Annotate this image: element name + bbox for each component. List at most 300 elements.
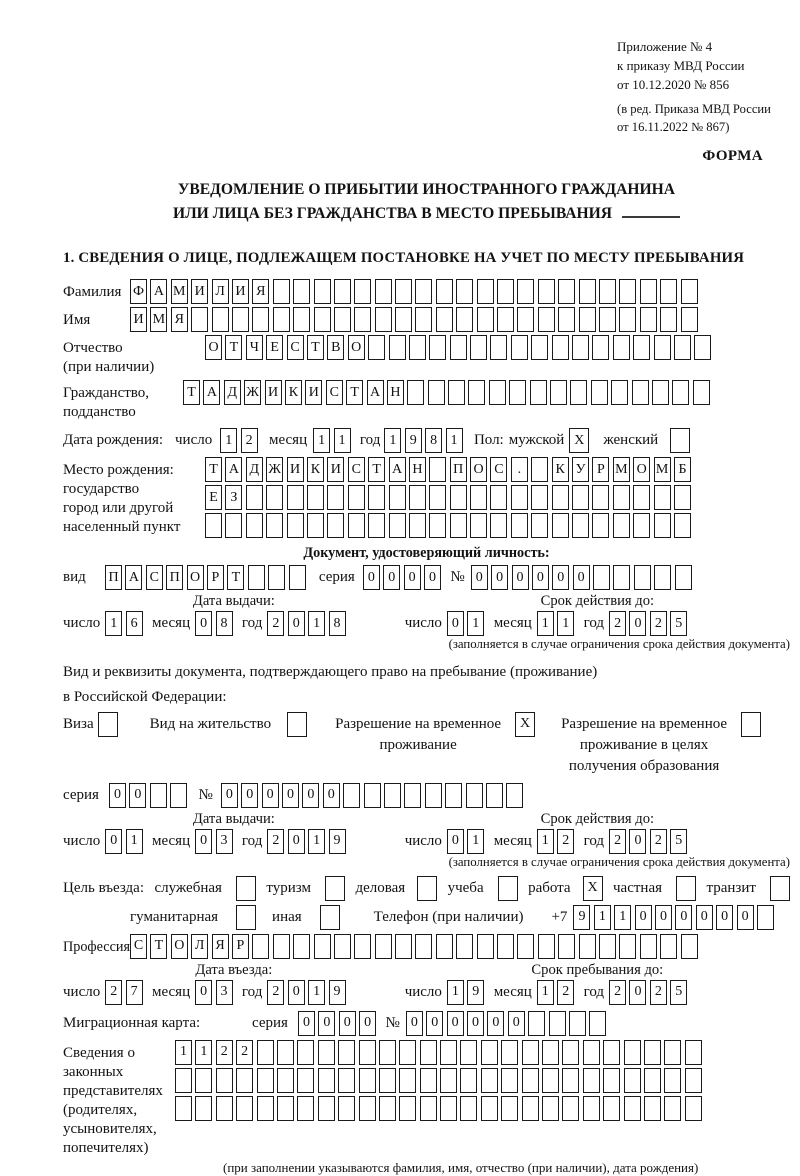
- char-cell[interactable]: М: [654, 457, 671, 482]
- char-cell[interactable]: [395, 934, 412, 959]
- char-cell[interactable]: [497, 279, 514, 304]
- char-cell[interactable]: [611, 380, 628, 405]
- char-cell[interactable]: [445, 783, 462, 808]
- char-cell[interactable]: 0: [298, 1011, 315, 1036]
- char-cell[interactable]: [624, 1040, 641, 1065]
- char-cell[interactable]: [293, 934, 310, 959]
- char-cell[interactable]: [277, 1068, 294, 1093]
- char-cell[interactable]: [170, 783, 187, 808]
- char-cell[interactable]: 0: [241, 783, 258, 808]
- char-cell[interactable]: [425, 783, 442, 808]
- char-cell[interactable]: М: [150, 307, 167, 332]
- char-cell[interactable]: [477, 307, 494, 332]
- char-cell[interactable]: [318, 1068, 335, 1093]
- char-cell[interactable]: [693, 380, 710, 405]
- char-cell[interactable]: [364, 783, 381, 808]
- char-cell[interactable]: [542, 1040, 559, 1065]
- char-cell[interactable]: 2: [650, 980, 667, 1005]
- char-cell[interactable]: [289, 565, 306, 590]
- char-cell[interactable]: [599, 279, 616, 304]
- char-cell[interactable]: [415, 934, 432, 959]
- char-cell[interactable]: [531, 513, 548, 538]
- char-cell[interactable]: 0: [696, 905, 713, 930]
- char-cell[interactable]: [334, 934, 351, 959]
- char-cell[interactable]: [450, 485, 467, 510]
- char-cell[interactable]: [583, 1096, 600, 1121]
- char-cell[interactable]: [277, 1096, 294, 1121]
- char-cell[interactable]: [436, 934, 453, 959]
- char-cell[interactable]: [538, 279, 555, 304]
- char-cell[interactable]: И: [265, 380, 282, 405]
- purpose-transit-checkbox[interactable]: [770, 876, 790, 901]
- char-cell[interactable]: С: [287, 335, 304, 360]
- char-cell[interactable]: [511, 485, 528, 510]
- char-cell[interactable]: 1: [195, 1040, 212, 1065]
- char-cell[interactable]: [640, 934, 657, 959]
- char-cell[interactable]: 0: [105, 829, 122, 854]
- char-cell[interactable]: 0: [404, 565, 421, 590]
- char-cell[interactable]: И: [130, 307, 147, 332]
- char-cell[interactable]: Ж: [266, 457, 283, 482]
- char-cell[interactable]: Я: [171, 307, 188, 332]
- char-cell[interactable]: Я: [252, 279, 269, 304]
- char-cell[interactable]: [273, 279, 290, 304]
- char-cell[interactable]: 0: [573, 565, 590, 590]
- char-cell[interactable]: [252, 934, 269, 959]
- char-cell[interactable]: 0: [195, 611, 212, 636]
- char-cell[interactable]: [583, 1068, 600, 1093]
- char-cell[interactable]: [428, 380, 445, 405]
- purpose-other-checkbox[interactable]: [320, 905, 340, 930]
- char-cell[interactable]: 2: [609, 611, 626, 636]
- char-cell[interactable]: [236, 1096, 253, 1121]
- char-cell[interactable]: [624, 1096, 641, 1121]
- char-cell[interactable]: [477, 934, 494, 959]
- char-cell[interactable]: [415, 307, 432, 332]
- char-cell[interactable]: 0: [447, 611, 464, 636]
- char-cell[interactable]: [599, 307, 616, 332]
- char-cell[interactable]: [481, 1068, 498, 1093]
- char-cell[interactable]: [232, 307, 249, 332]
- char-cell[interactable]: Т: [150, 934, 167, 959]
- char-cell[interactable]: [517, 307, 534, 332]
- char-cell[interactable]: [660, 934, 677, 959]
- char-cell[interactable]: К: [552, 457, 569, 482]
- char-cell[interactable]: [375, 934, 392, 959]
- char-cell[interactable]: [150, 783, 167, 808]
- char-cell[interactable]: [212, 307, 229, 332]
- char-cell[interactable]: [460, 1096, 477, 1121]
- char-cell[interactable]: [619, 279, 636, 304]
- char-cell[interactable]: 1: [313, 428, 330, 453]
- char-cell[interactable]: 2: [609, 829, 626, 854]
- char-cell[interactable]: 5: [670, 829, 687, 854]
- char-cell[interactable]: [654, 335, 671, 360]
- char-cell[interactable]: [246, 513, 263, 538]
- char-cell[interactable]: [569, 1011, 586, 1036]
- char-cell[interactable]: [409, 513, 426, 538]
- char-cell[interactable]: [599, 934, 616, 959]
- char-cell[interactable]: 1: [614, 905, 631, 930]
- char-cell[interactable]: [399, 1040, 416, 1065]
- char-cell[interactable]: [456, 279, 473, 304]
- char-cell[interactable]: [530, 380, 547, 405]
- char-cell[interactable]: [486, 783, 503, 808]
- char-cell[interactable]: 0: [737, 905, 754, 930]
- char-cell[interactable]: [470, 335, 487, 360]
- char-cell[interactable]: 1: [308, 829, 325, 854]
- char-cell[interactable]: [399, 1068, 416, 1093]
- char-cell[interactable]: М: [171, 279, 188, 304]
- char-cell[interactable]: А: [225, 457, 242, 482]
- char-cell[interactable]: [379, 1096, 396, 1121]
- char-cell[interactable]: [490, 513, 507, 538]
- char-cell[interactable]: 9: [573, 905, 590, 930]
- char-cell[interactable]: [314, 307, 331, 332]
- char-cell[interactable]: [420, 1096, 437, 1121]
- char-cell[interactable]: [420, 1068, 437, 1093]
- char-cell[interactable]: 2: [241, 428, 258, 453]
- char-cell[interactable]: 8: [216, 611, 233, 636]
- char-cell[interactable]: [389, 485, 406, 510]
- char-cell[interactable]: 0: [629, 611, 646, 636]
- char-cell[interactable]: [195, 1068, 212, 1093]
- char-cell[interactable]: 0: [221, 783, 238, 808]
- char-cell[interactable]: [334, 279, 351, 304]
- char-cell[interactable]: [490, 485, 507, 510]
- char-cell[interactable]: [664, 1040, 681, 1065]
- char-cell[interactable]: [297, 1040, 314, 1065]
- char-cell[interactable]: Т: [368, 457, 385, 482]
- char-cell[interactable]: [307, 513, 324, 538]
- char-cell[interactable]: [429, 457, 446, 482]
- char-cell[interactable]: 5: [670, 611, 687, 636]
- temp-residence-checkbox[interactable]: X: [515, 712, 535, 737]
- char-cell[interactable]: 2: [650, 829, 667, 854]
- char-cell[interactable]: 1: [308, 611, 325, 636]
- char-cell[interactable]: [640, 279, 657, 304]
- char-cell[interactable]: [268, 565, 285, 590]
- char-cell[interactable]: [205, 513, 222, 538]
- char-cell[interactable]: [681, 307, 698, 332]
- char-cell[interactable]: [343, 783, 360, 808]
- char-cell[interactable]: [619, 934, 636, 959]
- char-cell[interactable]: [348, 513, 365, 538]
- char-cell[interactable]: [674, 513, 691, 538]
- char-cell[interactable]: [572, 335, 589, 360]
- char-cell[interactable]: [542, 1096, 559, 1121]
- char-cell[interactable]: 2: [216, 1040, 233, 1065]
- char-cell[interactable]: 0: [532, 565, 549, 590]
- char-cell[interactable]: Т: [205, 457, 222, 482]
- char-cell[interactable]: 1: [467, 611, 484, 636]
- char-cell[interactable]: Д: [246, 457, 263, 482]
- char-cell[interactable]: 0: [467, 1011, 484, 1036]
- char-cell[interactable]: А: [367, 380, 384, 405]
- char-cell[interactable]: [511, 513, 528, 538]
- char-cell[interactable]: [522, 1096, 539, 1121]
- char-cell[interactable]: [297, 1068, 314, 1093]
- char-cell[interactable]: 0: [487, 1011, 504, 1036]
- char-cell[interactable]: 0: [195, 980, 212, 1005]
- sex-female-checkbox[interactable]: [670, 428, 690, 453]
- char-cell[interactable]: [409, 485, 426, 510]
- char-cell[interactable]: [266, 513, 283, 538]
- sex-male-checkbox[interactable]: X: [569, 428, 589, 453]
- char-cell[interactable]: [470, 513, 487, 538]
- char-cell[interactable]: И: [191, 279, 208, 304]
- char-cell[interactable]: 0: [262, 783, 279, 808]
- char-cell[interactable]: 2: [105, 980, 122, 1005]
- char-cell[interactable]: [252, 307, 269, 332]
- char-cell[interactable]: [415, 279, 432, 304]
- char-cell[interactable]: Е: [205, 485, 222, 510]
- char-cell[interactable]: [460, 1068, 477, 1093]
- char-cell[interactable]: [359, 1068, 376, 1093]
- char-cell[interactable]: В: [327, 335, 344, 360]
- char-cell[interactable]: 0: [323, 783, 340, 808]
- char-cell[interactable]: [579, 279, 596, 304]
- char-cell[interactable]: [379, 1068, 396, 1093]
- char-cell[interactable]: [468, 380, 485, 405]
- char-cell[interactable]: Л: [212, 279, 229, 304]
- char-cell[interactable]: [404, 783, 421, 808]
- char-cell[interactable]: [436, 307, 453, 332]
- char-cell[interactable]: [511, 335, 528, 360]
- char-cell[interactable]: [613, 513, 630, 538]
- char-cell[interactable]: Н: [387, 380, 404, 405]
- char-cell[interactable]: [327, 485, 344, 510]
- char-cell[interactable]: [348, 485, 365, 510]
- char-cell[interactable]: К: [307, 457, 324, 482]
- purpose-private-checkbox[interactable]: [676, 876, 696, 901]
- char-cell[interactable]: 1: [126, 829, 143, 854]
- char-cell[interactable]: [287, 513, 304, 538]
- char-cell[interactable]: [572, 485, 589, 510]
- char-cell[interactable]: [562, 1096, 579, 1121]
- char-cell[interactable]: 8: [329, 611, 346, 636]
- char-cell[interactable]: 2: [557, 980, 574, 1005]
- char-cell[interactable]: 0: [512, 565, 529, 590]
- char-cell[interactable]: С: [490, 457, 507, 482]
- char-cell[interactable]: 1: [537, 611, 554, 636]
- char-cell[interactable]: О: [633, 457, 650, 482]
- char-cell[interactable]: 1: [537, 829, 554, 854]
- char-cell[interactable]: 6: [126, 611, 143, 636]
- char-cell[interactable]: 0: [426, 1011, 443, 1036]
- char-cell[interactable]: [603, 1040, 620, 1065]
- char-cell[interactable]: [674, 485, 691, 510]
- temp-residence-edu-checkbox[interactable]: [741, 712, 761, 737]
- char-cell[interactable]: [327, 513, 344, 538]
- purpose-study-checkbox[interactable]: [498, 876, 518, 901]
- char-cell[interactable]: 2: [557, 829, 574, 854]
- char-cell[interactable]: [501, 1040, 518, 1065]
- char-cell[interactable]: [558, 934, 575, 959]
- char-cell[interactable]: 9: [467, 980, 484, 1005]
- char-cell[interactable]: А: [203, 380, 220, 405]
- char-cell[interactable]: С: [348, 457, 365, 482]
- char-cell[interactable]: [225, 513, 242, 538]
- char-cell[interactable]: [549, 1011, 566, 1036]
- char-cell[interactable]: [538, 934, 555, 959]
- char-cell[interactable]: [257, 1068, 274, 1093]
- char-cell[interactable]: [389, 513, 406, 538]
- char-cell[interactable]: [654, 485, 671, 510]
- char-cell[interactable]: Т: [307, 335, 324, 360]
- char-cell[interactable]: [314, 934, 331, 959]
- char-cell[interactable]: И: [232, 279, 249, 304]
- char-cell[interactable]: [440, 1096, 457, 1121]
- char-cell[interactable]: П: [450, 457, 467, 482]
- purpose-humanitarian-checkbox[interactable]: [236, 905, 256, 930]
- char-cell[interactable]: 0: [339, 1011, 356, 1036]
- char-cell[interactable]: 1: [447, 980, 464, 1005]
- char-cell[interactable]: И: [327, 457, 344, 482]
- char-cell[interactable]: Б: [674, 457, 691, 482]
- char-cell[interactable]: [644, 1096, 661, 1121]
- char-cell[interactable]: [460, 1040, 477, 1065]
- char-cell[interactable]: О: [187, 565, 204, 590]
- char-cell[interactable]: 9: [329, 829, 346, 854]
- char-cell[interactable]: 7: [126, 980, 143, 1005]
- char-cell[interactable]: [334, 307, 351, 332]
- char-cell[interactable]: [273, 307, 290, 332]
- char-cell[interactable]: [757, 905, 774, 930]
- char-cell[interactable]: 2: [609, 980, 626, 1005]
- char-cell[interactable]: [456, 307, 473, 332]
- char-cell[interactable]: [440, 1040, 457, 1065]
- char-cell[interactable]: [257, 1040, 274, 1065]
- char-cell[interactable]: 2: [267, 611, 284, 636]
- char-cell[interactable]: [552, 335, 569, 360]
- char-cell[interactable]: [497, 307, 514, 332]
- char-cell[interactable]: [542, 1068, 559, 1093]
- purpose-business-checkbox[interactable]: [417, 876, 437, 901]
- char-cell[interactable]: Ч: [246, 335, 263, 360]
- char-cell[interactable]: 0: [359, 1011, 376, 1036]
- char-cell[interactable]: [436, 279, 453, 304]
- char-cell[interactable]: [497, 934, 514, 959]
- char-cell[interactable]: Р: [232, 934, 249, 959]
- char-cell[interactable]: [550, 380, 567, 405]
- char-cell[interactable]: [501, 1068, 518, 1093]
- char-cell[interactable]: Т: [227, 565, 244, 590]
- char-cell[interactable]: Е: [266, 335, 283, 360]
- char-cell[interactable]: [517, 934, 534, 959]
- char-cell[interactable]: 0: [288, 611, 305, 636]
- char-cell[interactable]: [395, 307, 412, 332]
- char-cell[interactable]: [685, 1040, 702, 1065]
- char-cell[interactable]: [624, 1068, 641, 1093]
- char-cell[interactable]: 0: [675, 905, 692, 930]
- char-cell[interactable]: [354, 279, 371, 304]
- char-cell[interactable]: 0: [302, 783, 319, 808]
- visa-checkbox[interactable]: [98, 712, 118, 737]
- char-cell[interactable]: [633, 335, 650, 360]
- char-cell[interactable]: О: [205, 335, 222, 360]
- char-cell[interactable]: [531, 335, 548, 360]
- char-cell[interactable]: 1: [446, 428, 463, 453]
- char-cell[interactable]: 0: [491, 565, 508, 590]
- char-cell[interactable]: О: [348, 335, 365, 360]
- char-cell[interactable]: [450, 335, 467, 360]
- char-cell[interactable]: О: [171, 934, 188, 959]
- char-cell[interactable]: 0: [383, 565, 400, 590]
- char-cell[interactable]: Я: [212, 934, 229, 959]
- char-cell[interactable]: [236, 1068, 253, 1093]
- char-cell[interactable]: 1: [105, 611, 122, 636]
- char-cell[interactable]: П: [105, 565, 122, 590]
- char-cell[interactable]: [466, 783, 483, 808]
- char-cell[interactable]: [531, 485, 548, 510]
- char-cell[interactable]: 0: [552, 565, 569, 590]
- char-cell[interactable]: З: [225, 485, 242, 510]
- char-cell[interactable]: Ж: [244, 380, 261, 405]
- char-cell[interactable]: 2: [650, 611, 667, 636]
- char-cell[interactable]: [528, 1011, 545, 1036]
- char-cell[interactable]: [632, 380, 649, 405]
- char-cell[interactable]: 1: [175, 1040, 192, 1065]
- char-cell[interactable]: [470, 485, 487, 510]
- char-cell[interactable]: [338, 1068, 355, 1093]
- char-cell[interactable]: [583, 1040, 600, 1065]
- char-cell[interactable]: 0: [716, 905, 733, 930]
- char-cell[interactable]: [216, 1096, 233, 1121]
- char-cell[interactable]: [522, 1068, 539, 1093]
- char-cell[interactable]: [552, 513, 569, 538]
- char-cell[interactable]: [354, 307, 371, 332]
- char-cell[interactable]: [257, 1096, 274, 1121]
- char-cell[interactable]: Р: [592, 457, 609, 482]
- char-cell[interactable]: 0: [318, 1011, 335, 1036]
- char-cell[interactable]: [191, 307, 208, 332]
- char-cell[interactable]: [613, 565, 630, 590]
- char-cell[interactable]: Р: [207, 565, 224, 590]
- char-cell[interactable]: 0: [629, 829, 646, 854]
- char-cell[interactable]: [389, 335, 406, 360]
- char-cell[interactable]: 0: [129, 783, 146, 808]
- char-cell[interactable]: [517, 279, 534, 304]
- char-cell[interactable]: [246, 485, 263, 510]
- char-cell[interactable]: [490, 335, 507, 360]
- char-cell[interactable]: [248, 565, 265, 590]
- char-cell[interactable]: [558, 279, 575, 304]
- char-cell[interactable]: [429, 513, 446, 538]
- char-cell[interactable]: С: [146, 565, 163, 590]
- char-cell[interactable]: [384, 783, 401, 808]
- char-cell[interactable]: [675, 565, 692, 590]
- char-cell[interactable]: [407, 380, 424, 405]
- char-cell[interactable]: [558, 307, 575, 332]
- char-cell[interactable]: [644, 1068, 661, 1093]
- char-cell[interactable]: [307, 485, 324, 510]
- char-cell[interactable]: 2: [267, 980, 284, 1005]
- char-cell[interactable]: [420, 1040, 437, 1065]
- char-cell[interactable]: [579, 307, 596, 332]
- char-cell[interactable]: [674, 335, 691, 360]
- char-cell[interactable]: [481, 1040, 498, 1065]
- char-cell[interactable]: 1: [537, 980, 554, 1005]
- char-cell[interactable]: И: [305, 380, 322, 405]
- char-cell[interactable]: [354, 934, 371, 959]
- char-cell[interactable]: 1: [384, 428, 401, 453]
- char-cell[interactable]: [593, 565, 610, 590]
- char-cell[interactable]: [640, 307, 657, 332]
- char-cell[interactable]: [652, 380, 669, 405]
- char-cell[interactable]: А: [125, 565, 142, 590]
- char-cell[interactable]: [266, 485, 283, 510]
